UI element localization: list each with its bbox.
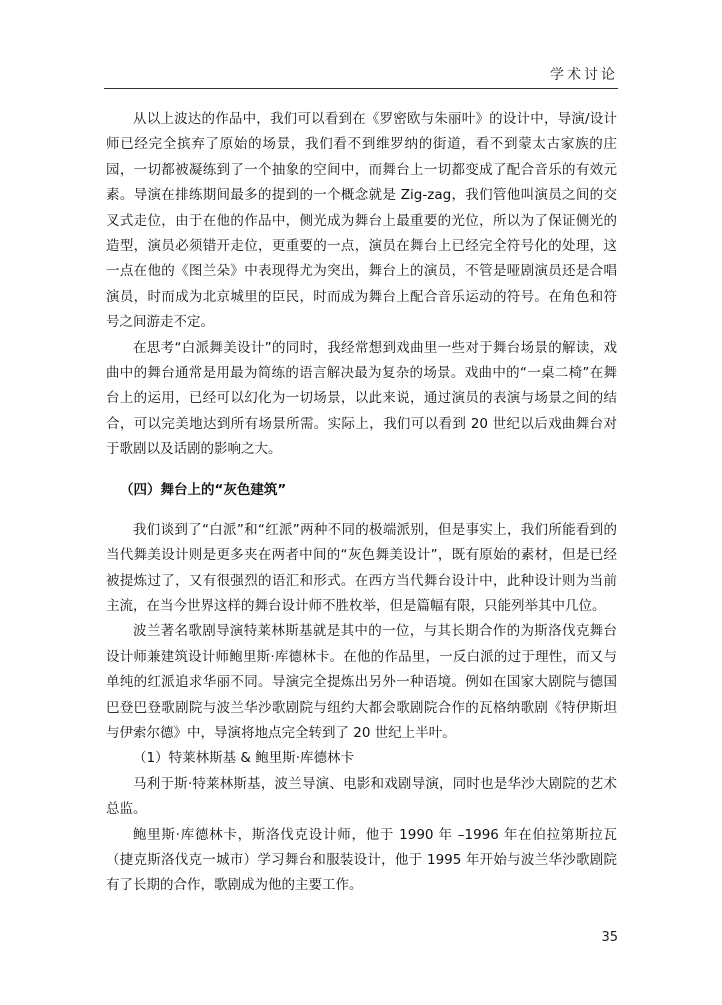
section-heading: （四）舞台上的“灰色建筑”: [120, 481, 287, 498]
running-header: 学术讨论: [550, 67, 618, 83]
paragraph: 波兰著名歌剧导演特莱林斯基就是其中的一位，与其长期合作的为斯洛伐克舞台设计师兼建筑设计师鲍里斯·库德林卡。在他的作品里，一反白派的过于理性，而又与单纯的红派追求华丽不同。导演完全提炼出另外一种语境。例如在国家大剧院与德国巴登巴登歌剧院与波兰华沙歌剧院与纽约大都会歌剧院合作的瓦格纳歌剧《特伊斯坦与伊索尔德》中，导演将地点完全转到了 20 世纪上半叶。: [106, 623, 617, 741]
article-body: [106, 107, 617, 899]
paragraph: 在思考“白派舞美设计”的同时，我经常想到戏曲里一些对于舞台场景的解读，戏曲中的舞台通常是用最为简练的语言解决最为复杂的场景。戏曲中的“一桌二椅”在舞台上的运用，已经可以幻化为一切场景，以此来说，通过演员的表演与场景之间的结合，可以完美地达到所有场景所需。实际上，我们可以看到 20 世纪以后戏曲舞台对于歌剧以及话剧的影响之大。: [106, 339, 617, 458]
paragraph: 鲍里斯·库德林卡，斯洛伐克设计师，他于 1990 年 –1996 年在伯拉第斯拉瓦（捷克斯洛伐克一城市）学习舞台和服装设计，他于 1995 年开始与波兰华沙歌剧院有了长期的合作，歌剧成为他的主要工作。: [106, 826, 617, 894]
header-rule: [104, 88, 618, 89]
paragraph: 我们谈到了“白派”和“红派”两种不同的极端派别，但是事实上，我们所能看到的当代舞美设计则是更多夹在两者中间的“灰色舞美设计”，既有原始的素材，但是已经被提炼过了，又有很强烈的语汇和形式。在西方当代舞台设计中，此种设计则为当前主流，在当今世界这样的舞台设计师不胜枚举，但是篇幅有限，只能列举其中几位。: [106, 521, 617, 614]
subheading: （1）特莱林斯基 & 鲍里斯·库德林卡: [133, 750, 354, 767]
page-number: 35: [601, 930, 618, 945]
paragraph: 马利于斯·特莱林斯基，波兰导演、电影和戏剧导演，同时也是华沙大剧院的艺术总监。: [106, 775, 617, 818]
paragraph: 从以上波达的作品中，我们可以看到在《罗密欧与朱丽叶》的设计中，导演/设计师已经完全摈弃了原始的场景，我们看不到维罗纳的街道，看不到蒙太古家族的庄园，一切都被凝练到了一个抽象的空间中，而舞台上一切都变成了配合音乐的有效元素。导演在排练期间最多的提到的一个概念就是 Zig-zag，我们管他叫演员之间的交叉式走位，由于在他的作品中，侧光成为舞台上最重要的光位，所以为了保证侧光的造型，演员必须错开走位，更重要的一点，演员在舞台上已经完全符号化的处理，这一点在他的《图兰朵》中表现得尤为突出，舞台上的演员，不管是哑剧演员还是合唱演员，时而成为北京城里的臣民，时而成为舞台上配合音乐运动的符号。在角色和符号之间游走不定。: [106, 111, 617, 331]
